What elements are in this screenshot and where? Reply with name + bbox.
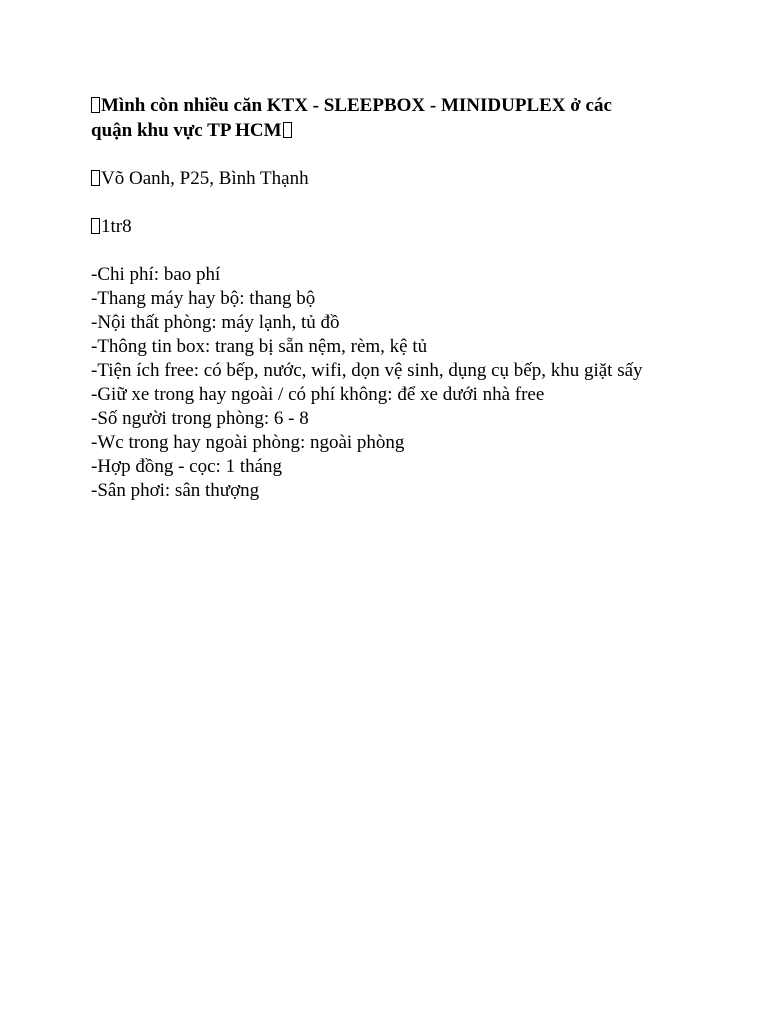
details-list — [91, 263, 691, 503]
title-line-1: Mình còn nhiều căn KTX - SLEEPBOX - MINIDUPLEX ở các — [101, 95, 612, 116]
detail-item: -Thông tin box: trang bị sẵn nệm, rèm, kệ tủ — [91, 336, 428, 357]
missing-glyph-icon — [91, 218, 100, 234]
detail-item: -Hợp đồng - cọc: 1 tháng — [91, 456, 283, 477]
detail-item: -Giữ xe trong hay ngoài / có phí không: để xe dưới nhà free — [91, 384, 545, 405]
price-text: 1tr8 — [101, 216, 132, 237]
detail-item: -Tiện ích free: có bếp, nước, wifi, dọn vệ sinh, dụng cụ bếp, khu giặt sấy — [91, 360, 643, 381]
missing-glyph-icon — [91, 97, 100, 113]
detail-item: -Nội thất phòng: máy lạnh, tủ đồ — [91, 312, 340, 333]
detail-item: -Sân phơi: sân thượng — [91, 480, 260, 501]
detail-item: -Wc trong hay ngoài phòng: ngoài phòng — [91, 432, 405, 453]
title-line-2: quận khu vực TP HCM — [91, 120, 282, 141]
document-title — [91, 93, 691, 143]
missing-glyph-icon — [91, 170, 100, 186]
detail-item: -Số người trong phòng: 6 - 8 — [91, 408, 309, 429]
document-content — [91, 93, 691, 522]
address-line — [91, 167, 691, 191]
address-text: Võ Oanh, P25, Bình Thạnh — [101, 168, 309, 189]
detail-item: -Chi phí: bao phí — [91, 264, 221, 285]
price-line — [91, 215, 691, 239]
missing-glyph-icon — [283, 122, 292, 138]
detail-item: -Thang máy hay bộ: thang bộ — [91, 288, 316, 309]
